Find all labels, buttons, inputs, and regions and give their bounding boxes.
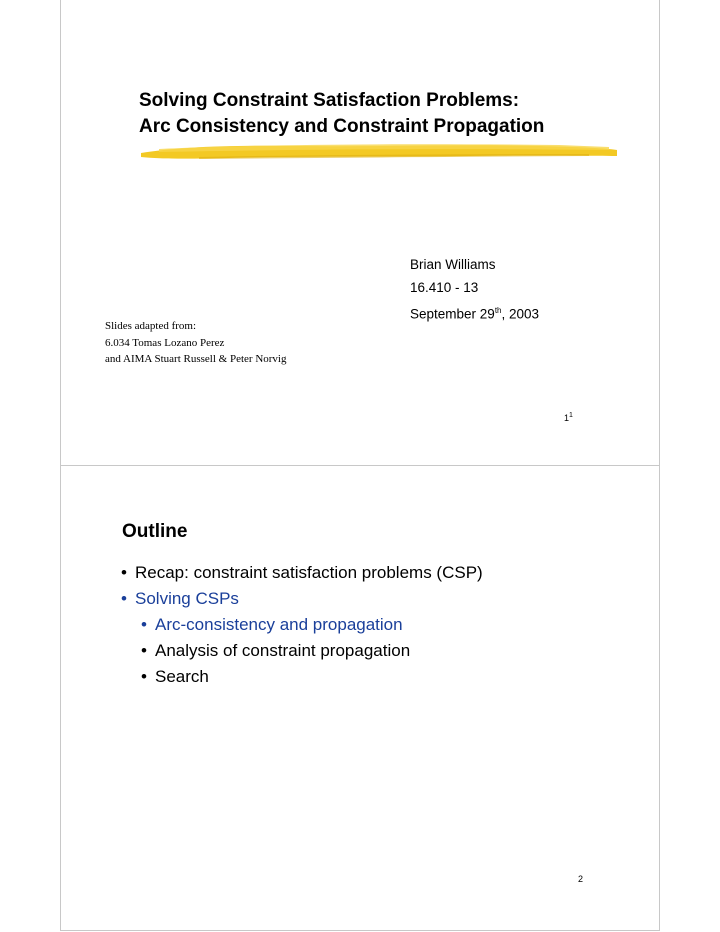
presentation-date	[410, 299, 539, 326]
date-superscript: th	[494, 306, 502, 315]
date-prefix: September 29	[410, 306, 495, 322]
page-number: 2	[578, 874, 584, 884]
bullet-text: Arc-consistency and propagation	[155, 615, 403, 634]
bullet-text: Solving CSPs	[135, 589, 239, 608]
credit-line: and AIMA Stuart Russell & Peter Norvig	[105, 353, 287, 365]
bullet-glyph: •	[141, 615, 147, 634]
outline-title: Outline	[122, 521, 188, 542]
slide-1	[60, 0, 660, 466]
bullet-text: Recap: constraint satisfaction problems (CSP)	[135, 563, 483, 582]
title-line-1: Solving Constraint Satisfaction Problems:	[139, 90, 520, 111]
date-suffix: , 2003	[501, 306, 540, 322]
bullet-glyph: •	[121, 563, 127, 582]
bullet-item	[121, 586, 483, 612]
credit-line: 6.034 Tomas Lozano Perez	[105, 336, 225, 349]
bullet-item	[121, 612, 483, 638]
page-number-sup: 1	[569, 412, 573, 419]
bullet-list	[121, 560, 483, 690]
bullet-text: Analysis of constraint propagation	[155, 641, 411, 660]
bullet-item	[121, 638, 483, 664]
bullet-glyph: •	[141, 641, 147, 660]
author-name: Brian Williams	[410, 257, 496, 272]
title-line-2: Arc Consistency and Constraint Propagation	[139, 116, 545, 137]
bullet-text: Search	[155, 667, 209, 686]
highlighter-stroke	[139, 137, 619, 163]
bullet-glyph: •	[121, 589, 127, 608]
slide-1-title	[139, 88, 544, 140]
course-number: 16.410 - 13	[410, 280, 479, 295]
page-number	[564, 412, 573, 423]
bullet-item	[121, 560, 483, 586]
bullet-glyph: •	[141, 667, 147, 686]
credit-line: Slides adapted from:	[105, 320, 197, 332]
author-block	[410, 253, 539, 326]
slide-2	[60, 465, 660, 931]
credits	[105, 318, 287, 368]
page-number-value: 1	[564, 413, 570, 423]
bullet-item	[121, 664, 483, 690]
